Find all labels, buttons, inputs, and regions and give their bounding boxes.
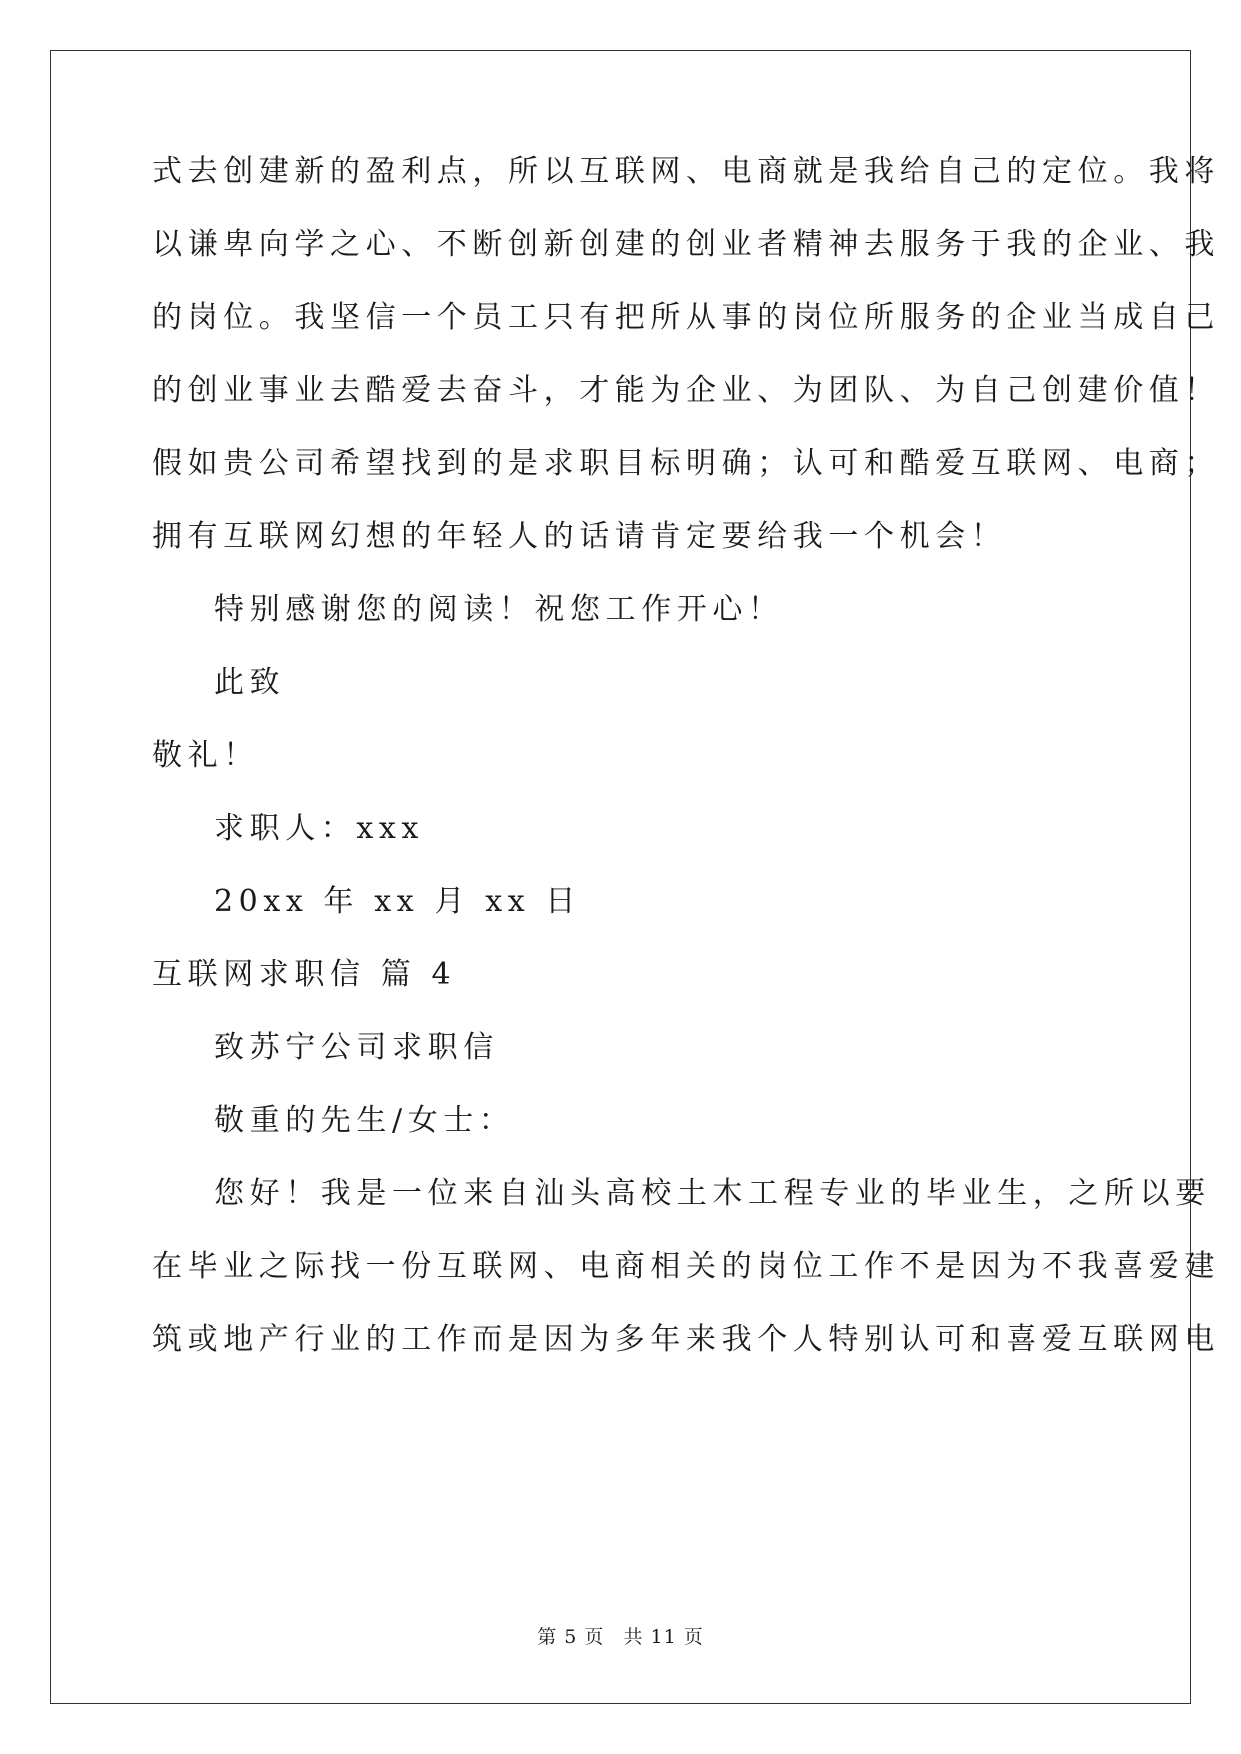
closing-line: 此致	[214, 665, 286, 700]
body-line: 拥有互联网幻想的年轻人的话请肯定要给我一个机会！	[152, 519, 1007, 554]
body-line: 您好！我是一位来自汕头高校土木工程专业的毕业生，之所以要	[214, 1176, 1211, 1211]
page-number: 第 5 页	[537, 1626, 605, 1648]
greeting-line: 敬重的先生/女士：	[214, 1103, 515, 1138]
body-line: 的岗位。我坚信一个员工只有把所从事的岗位所服务的企业当成自己	[152, 300, 1220, 335]
body-line: 以谦卑向学之心、不断创新创建的创业者精神去服务于我的企业、我	[152, 227, 1220, 262]
letter-title: 致苏宁公司求职信	[214, 1030, 499, 1065]
section-title: 互联网求职信 篇 4	[152, 957, 457, 992]
body-line: 在毕业之际找一份互联网、电商相关的岗位工作不是因为不我喜爱建	[152, 1249, 1220, 1284]
page-footer	[0, 1625, 1241, 1649]
body-line: 假如贵公司希望找到的是求职目标明确；认可和酷爱互联网、电商；	[152, 446, 1220, 481]
salute-line: 敬礼！	[152, 738, 259, 773]
thanks-line: 特别感谢您的阅读！祝您工作开心！	[214, 592, 784, 627]
page-total: 共 11 页	[623, 1626, 704, 1648]
body-line: 式去创建新的盈利点，所以互联网、电商就是我给自己的定位。我将	[152, 154, 1220, 189]
date-line: 20xx 年 xx 月 xx 日	[214, 884, 581, 919]
body-line: 筑或地产行业的工作而是因为多年来我个人特别认可和喜爱互联网电	[152, 1322, 1220, 1357]
body-line: 的创业事业去酷爱去奋斗，才能为企业、为团队、为自己创建价值！	[152, 373, 1220, 408]
applicant-line: 求职人：xxx	[214, 811, 424, 846]
